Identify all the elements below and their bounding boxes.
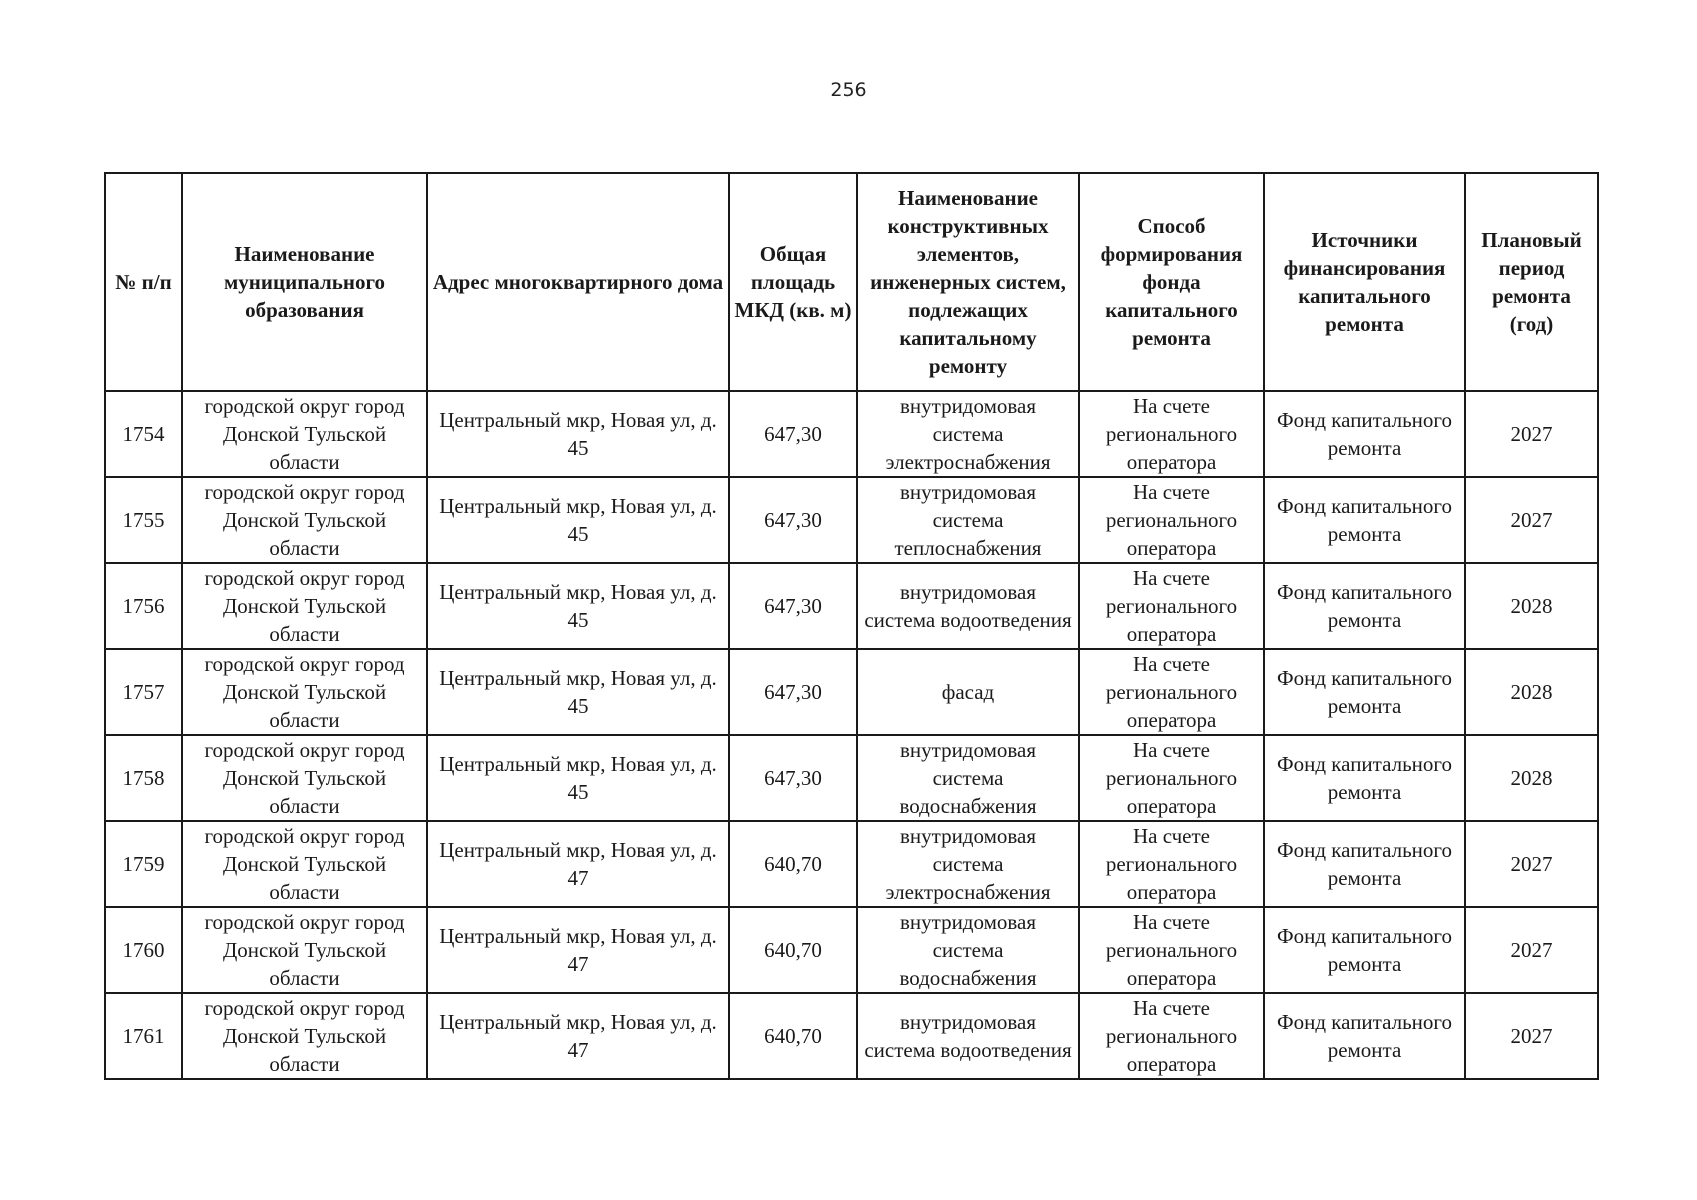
cell-fund-method: На счете регионального оператора <box>1079 735 1264 821</box>
table-row <box>105 563 1598 649</box>
cell-area: 647,30 <box>729 649 857 735</box>
cell-period: 2027 <box>1465 821 1598 907</box>
cell-elements: внутридомовая система электроснабжения <box>857 391 1079 477</box>
header-financing: Источники финансирования капитального ремонта <box>1264 173 1465 391</box>
cell-financing: Фонд капитального ремонта <box>1264 907 1465 993</box>
cell-number: 1761 <box>105 993 182 1079</box>
cell-financing: Фонд капитального ремонта <box>1264 477 1465 563</box>
cell-period: 2028 <box>1465 563 1598 649</box>
cell-municipality: городской округ город Донской Тульской области <box>182 391 427 477</box>
cell-number: 1756 <box>105 563 182 649</box>
table-row <box>105 735 1598 821</box>
cell-fund-method: На счете регионального оператора <box>1079 993 1264 1079</box>
cell-financing: Фонд капитального ремонта <box>1264 391 1465 477</box>
cell-period: 2028 <box>1465 649 1598 735</box>
table-header-row <box>105 173 1598 391</box>
cell-elements: внутридомовая система водоотведения <box>857 563 1079 649</box>
table-row <box>105 477 1598 563</box>
cell-municipality: городской округ город Донской Тульской области <box>182 649 427 735</box>
cell-number: 1760 <box>105 907 182 993</box>
cell-elements: внутридомовая система водоотведения <box>857 993 1079 1079</box>
cell-address: Центральный мкр, Новая ул, д. 45 <box>427 563 729 649</box>
cell-area: 640,70 <box>729 993 857 1079</box>
header-number: № п/п <box>105 173 182 391</box>
cell-area: 647,30 <box>729 563 857 649</box>
cell-address: Центральный мкр, Новая ул, д. 47 <box>427 821 729 907</box>
page-number: 256 <box>830 79 867 101</box>
cell-fund-method: На счете регионального оператора <box>1079 907 1264 993</box>
cell-number: 1755 <box>105 477 182 563</box>
cell-elements: внутридомовая система водоснабжения <box>857 907 1079 993</box>
cell-area: 640,70 <box>729 907 857 993</box>
cell-fund-method: На счете регионального оператора <box>1079 391 1264 477</box>
header-fund-method: Способ формирования фонда капитального ремонта <box>1079 173 1264 391</box>
cell-municipality: городской округ город Донской Тульской области <box>182 821 427 907</box>
cell-address: Центральный мкр, Новая ул, д. 45 <box>427 391 729 477</box>
cell-area: 647,30 <box>729 477 857 563</box>
cell-municipality: городской округ город Донской Тульской области <box>182 477 427 563</box>
table-row <box>105 649 1598 735</box>
cell-address: Центральный мкр, Новая ул, д. 47 <box>427 993 729 1079</box>
cell-fund-method: На счете регионального оператора <box>1079 477 1264 563</box>
cell-municipality: городской округ город Донской Тульской области <box>182 993 427 1079</box>
cell-fund-method: На счете регионального оператора <box>1079 821 1264 907</box>
cell-financing: Фонд капитального ремонта <box>1264 821 1465 907</box>
cell-period: 2027 <box>1465 477 1598 563</box>
cell-elements: внутридомовая система водоснабжения <box>857 735 1079 821</box>
cell-area: 640,70 <box>729 821 857 907</box>
cell-number: 1759 <box>105 821 182 907</box>
cell-area: 647,30 <box>729 391 857 477</box>
cell-number: 1757 <box>105 649 182 735</box>
cell-municipality: городской округ город Донской Тульской области <box>182 563 427 649</box>
cell-address: Центральный мкр, Новая ул, д. 45 <box>427 477 729 563</box>
cell-address: Центральный мкр, Новая ул, д. 45 <box>427 735 729 821</box>
cell-municipality: городской округ город Донской Тульской области <box>182 907 427 993</box>
cell-municipality: городской округ город Донской Тульской области <box>182 735 427 821</box>
cell-financing: Фонд капитального ремонта <box>1264 649 1465 735</box>
table-row <box>105 391 1598 477</box>
header-period: Плановый период ремонта (год) <box>1465 173 1598 391</box>
table-body <box>105 391 1598 1079</box>
cell-period: 2027 <box>1465 993 1598 1079</box>
header-area: Общая площадь МКД (кв. м) <box>729 173 857 391</box>
table-row <box>105 993 1598 1079</box>
cell-financing: Фонд капитального ремонта <box>1264 735 1465 821</box>
cell-fund-method: На счете регионального оператора <box>1079 563 1264 649</box>
cell-number: 1754 <box>105 391 182 477</box>
cell-financing: Фонд капитального ремонта <box>1264 993 1465 1079</box>
cell-period: 2028 <box>1465 735 1598 821</box>
header-municipality: Наименование муниципального образования <box>182 173 427 391</box>
capital-repair-table <box>104 172 1599 1080</box>
header-address: Адрес многоквартирного дома <box>427 173 729 391</box>
cell-elements: внутридомовая система теплоснабжения <box>857 477 1079 563</box>
cell-elements: фасад <box>857 649 1079 735</box>
cell-fund-method: На счете регионального оператора <box>1079 649 1264 735</box>
cell-period: 2027 <box>1465 391 1598 477</box>
cell-address: Центральный мкр, Новая ул, д. 45 <box>427 649 729 735</box>
cell-address: Центральный мкр, Новая ул, д. 47 <box>427 907 729 993</box>
cell-elements: внутридомовая система электроснабжения <box>857 821 1079 907</box>
table-row <box>105 821 1598 907</box>
cell-number: 1758 <box>105 735 182 821</box>
cell-period: 2027 <box>1465 907 1598 993</box>
cell-area: 647,30 <box>729 735 857 821</box>
cell-financing: Фонд капитального ремонта <box>1264 563 1465 649</box>
table-row <box>105 907 1598 993</box>
header-elements: Наименование конструктивных элементов, инженерных систем, подлежащих капитальному ремонту <box>857 173 1079 391</box>
